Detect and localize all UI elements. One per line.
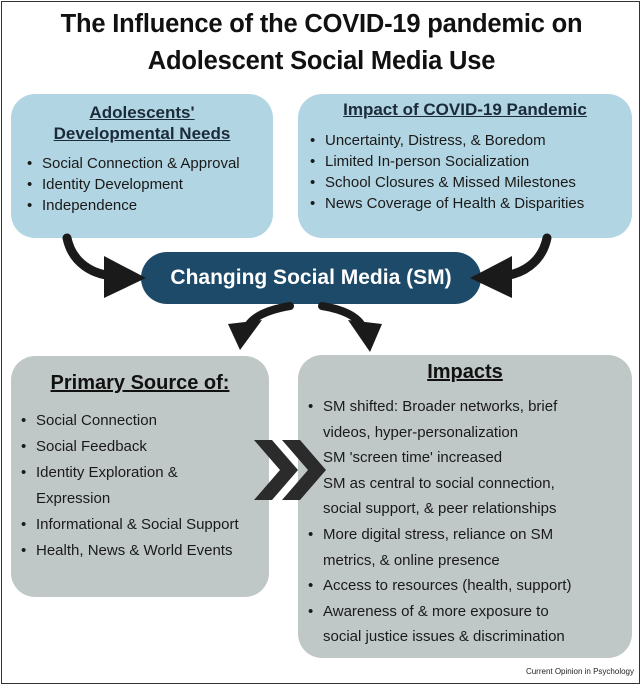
list-item: • Identity Exploration & [19,460,269,486]
list-item: Expression [36,490,111,507]
list-item: • Awareness of & more exposure to [306,599,632,625]
list-item: videos, hyper-personalization [323,423,519,441]
list-item: • Informational & Social Support [19,512,269,538]
developmental-needs-heading-line-1: Adolescents' [89,103,195,122]
list-item: • Social Feedback [19,434,269,460]
arrow-right-in [470,238,547,298]
list-item: • Access to resources (health, support) [306,573,632,599]
title-line-2: Adolescent Social Media Use [147,47,496,75]
developmental-needs-heading-line-2: Developmental Needs [53,124,231,143]
list-item: social justice issues & discrimination [323,628,565,646]
arrow-left-in [67,238,146,298]
primary-source-heading: Primary Source of: [50,372,230,394]
double-chevron-icon [254,440,326,500]
list-item: metrics, & online presence [323,551,500,569]
changing-social-media-node: Changing Social Media (SM) [141,252,481,304]
source-credit: Current Opinion in Psychology [525,667,634,676]
list-item: social support, & peer relationships [323,500,557,518]
covid-impact-heading: Impact of COVID-19 Pandemic [343,100,587,119]
list-item: • More digital stress, reliance on SM [306,522,632,548]
list-item: • SM as central to social connection, [306,471,632,497]
list-item: • School Closures & Missed Milestones [308,172,632,193]
arrow-down-right [322,306,382,352]
list-item: • Social Connection [19,408,269,434]
arrow-down-left [228,306,290,350]
list-item: • Limited In-person Socialization [308,151,632,172]
list-item: • Health, News & World Events [19,538,269,564]
list-item: • News Coverage of Health & Disparities [308,193,632,214]
list-item: • SM 'screen time' increased [306,445,632,471]
impacts-heading: Impacts [427,361,503,383]
list-item: • Social Connection & Approval [25,153,273,174]
list-item: • Identity Development [25,174,273,195]
list-item: • SM shifted: Broader networks, brief [306,394,632,420]
list-item: • Uncertainty, Distress, & Boredom [308,130,632,151]
title-line-1: The Influence of the COVID-19 pandemic on [60,10,583,38]
list-item: • Independence [25,195,273,216]
